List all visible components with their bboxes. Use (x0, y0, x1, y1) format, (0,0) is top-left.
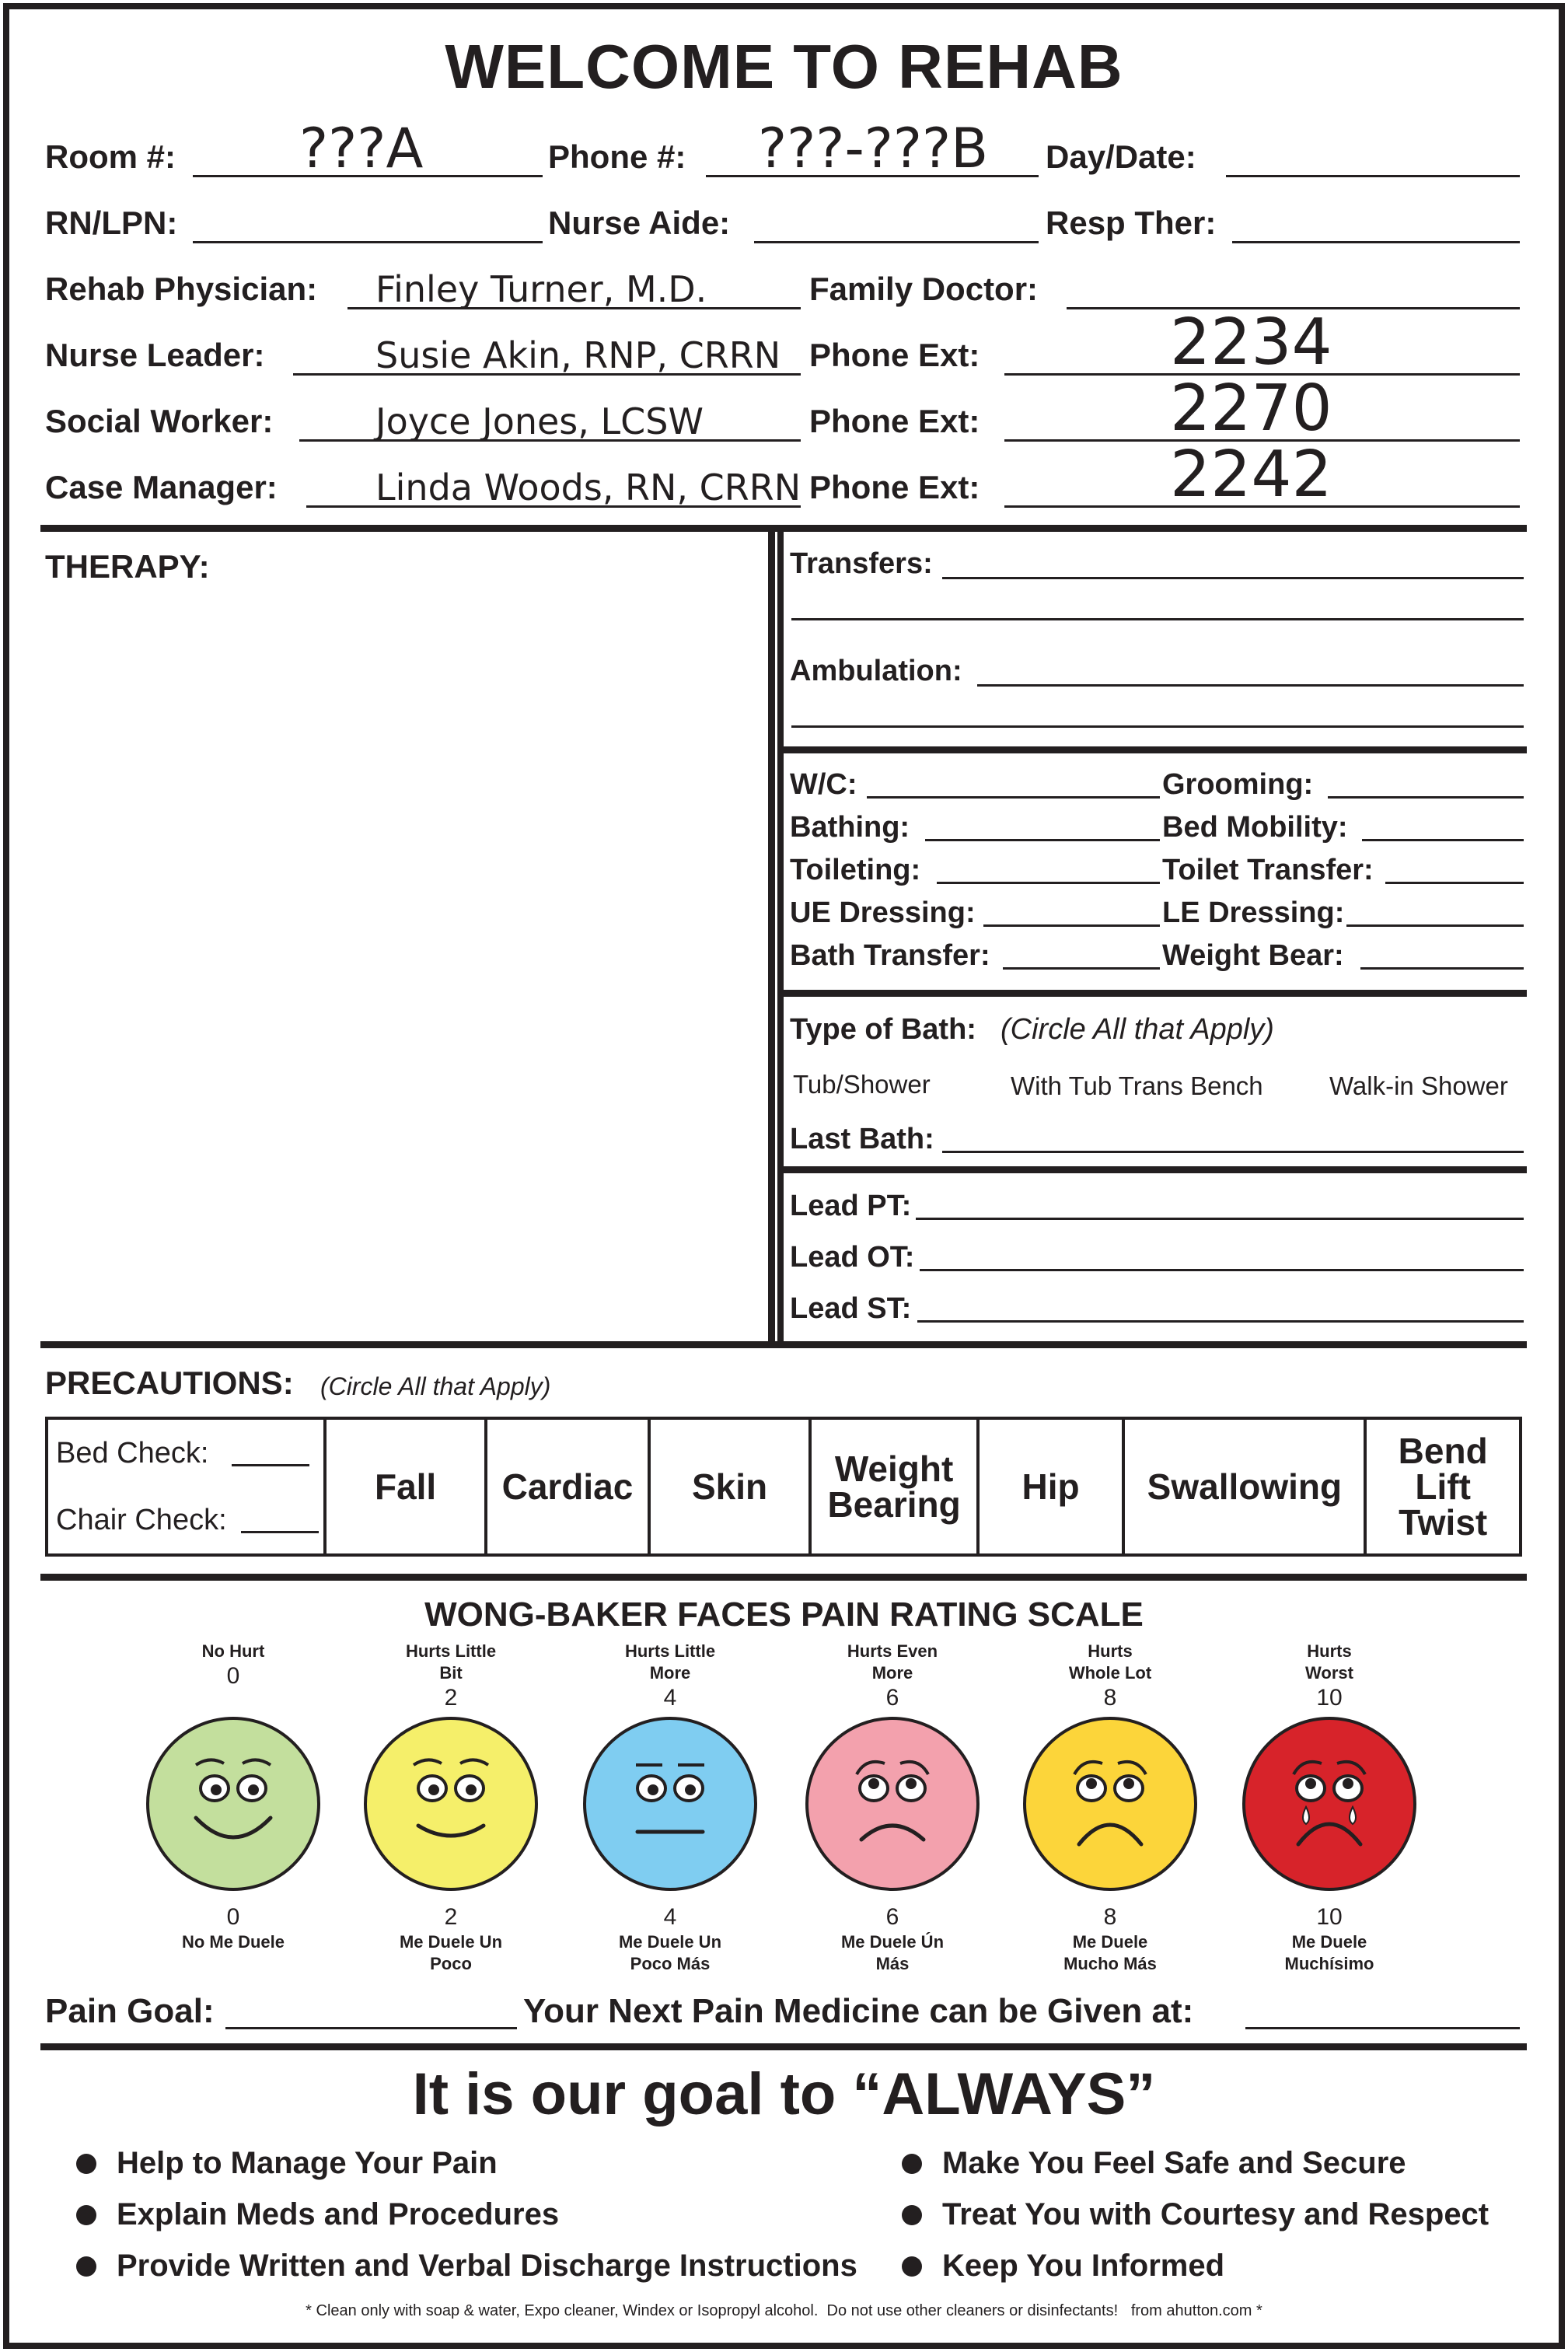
face-bottom-label: Me Duele Mucho Más (1063, 1932, 1157, 1973)
room-value: ???A (299, 117, 424, 180)
last-bath-label: Last Bath: (790, 1123, 934, 1155)
face-pupil (685, 1784, 696, 1795)
face-top-group (791, 1641, 994, 1712)
phone-ext-value-3: 2242 (1170, 438, 1332, 512)
goal-right-3 (902, 2249, 1224, 2284)
divider-pain (40, 1574, 1527, 1581)
therapy-divider-vertical (768, 532, 775, 1348)
face-number-bottom: 8 (1103, 1904, 1117, 1930)
goal-right-2 (902, 2197, 1489, 2232)
lead-st-line[interactable] (917, 1320, 1524, 1323)
precaution-cardiac[interactable]: Cardiac (486, 1418, 648, 1555)
precaution-weight-bearing[interactable]: Weight Bearing (810, 1418, 977, 1555)
adl-bathing-label: Bathing: (790, 811, 910, 844)
face-bottom-label: No Me Duele (181, 1932, 285, 1952)
page-title: WELCOME TO REHAB (445, 32, 1123, 101)
face-top-group (132, 1641, 334, 1690)
next-med-label: Your Next Pain Medicine can be Given at: (523, 1992, 1194, 2030)
face-8-icon[interactable] (1017, 1711, 1203, 1897)
face-bottom-label: Me Duele Un Poco Más (618, 1932, 722, 1973)
face-2-icon[interactable] (358, 1711, 544, 1897)
face-pupil (1305, 1778, 1316, 1789)
face-pupil (906, 1778, 917, 1789)
face-number-bottom: 4 (663, 1904, 677, 1930)
face-number-top: 10 (1316, 1685, 1343, 1711)
face-number-top: 6 (885, 1685, 899, 1711)
bed-check-label: Bed Check: (56, 1437, 209, 1470)
face-bottom-label: Me Duele Un Poco (399, 1932, 503, 1973)
social-worker-label: Social Worker: (45, 403, 274, 439)
face-bottom-group (791, 1903, 994, 1975)
last-bath-line[interactable] (942, 1151, 1524, 1153)
goal-left-1-text: Help to Manage Your Pain (117, 2146, 498, 2180)
nurse-leader-value: Susie Akin, RNP, CRRN (375, 334, 781, 376)
footer-note: * Clean only with soap & water, Expo cleaner, Windex or Isopropyl alcohol. Do not use other cleaners or disinfectants! from ahutton.com * (306, 2302, 1262, 2319)
face-number-bottom: 6 (885, 1904, 899, 1930)
face-bottom-group (132, 1903, 334, 1953)
resp-ther-label: Resp Ther: (1046, 204, 1217, 241)
adl-toileting-label: Toileting: (790, 854, 921, 886)
bullet-icon (902, 2154, 922, 2174)
bullet-icon (76, 2205, 96, 2225)
goals-title: It is our goal to “ALWAYS” (412, 2061, 1156, 2127)
face-pupil (211, 1784, 222, 1795)
ambulation-label: Ambulation: (790, 655, 962, 687)
precautions-label: PRECAUTIONS: (45, 1365, 294, 1401)
face-circle (148, 1718, 319, 1889)
transfers-line[interactable] (942, 577, 1524, 579)
face-circle (1025, 1718, 1196, 1889)
adl-ue-dressing-line[interactable] (983, 924, 1160, 927)
bullet-icon (902, 2256, 922, 2277)
chair-check-row[interactable] (48, 1487, 323, 1553)
adl-bed-mobility-line[interactable] (1362, 839, 1524, 841)
phone-ext-label-2: Phone Ext: (809, 403, 980, 439)
face-6-icon[interactable] (799, 1711, 986, 1897)
bullet-icon (76, 2256, 96, 2277)
face-number-bottom: 10 (1316, 1904, 1343, 1930)
daydate-label: Day/Date: (1046, 138, 1196, 175)
goal-left-3-text: Provide Written and Verbal Discharge Instructions (117, 2249, 857, 2283)
precautions-table (45, 1417, 1522, 1557)
face-top-label: Hurts Little Bit (405, 1641, 497, 1683)
face-pupil (1123, 1778, 1134, 1789)
adl-grooming-line[interactable] (1328, 796, 1524, 799)
lead-pt-label: Lead PT: (790, 1190, 912, 1222)
goal-left-2-text: Explain Meds and Procedures (117, 2197, 560, 2231)
face-top-label: Hurts Even More (847, 1641, 938, 1683)
ambulation-line-2[interactable] (791, 725, 1524, 728)
divider-leads (777, 1166, 1527, 1173)
face-bottom-group (569, 1903, 771, 1975)
bullet-icon (76, 2154, 96, 2174)
chair-check-line[interactable] (241, 1531, 319, 1533)
face-top-label: Hurts Whole Lot (1068, 1641, 1152, 1683)
face-pupil (248, 1784, 259, 1795)
face-pupil (868, 1778, 879, 1789)
adl-bed-mobility-label: Bed Mobility: (1162, 811, 1348, 844)
precaution-checks-cell (47, 1418, 325, 1555)
adl-bathing-line[interactable] (925, 839, 1160, 841)
goal-left-2 (76, 2197, 559, 2232)
bullet-icon (902, 2205, 922, 2225)
precaution-fall[interactable]: Fall (325, 1418, 486, 1555)
face-circle (1244, 1718, 1415, 1889)
adl-ue-dressing-label: UE Dressing: (790, 896, 976, 929)
adl-weight-bear-line[interactable] (1360, 967, 1524, 970)
adl-wc-line[interactable] (867, 796, 1160, 799)
resp-ther-line[interactable] (1232, 241, 1520, 243)
lead-pt-line[interactable] (916, 1218, 1524, 1220)
goal-right-2-text: Treat You with Courtesy and Respect (942, 2197, 1489, 2231)
face-4-icon[interactable] (577, 1711, 763, 1897)
goal-left-1 (76, 2146, 498, 2181)
rehab-physician-label: Rehab Physician: (45, 271, 318, 307)
face-top-group (1009, 1641, 1211, 1712)
transfers-line-2[interactable] (791, 618, 1524, 620)
precaution-hip[interactable]: Hip (978, 1418, 1124, 1555)
phone-ext-label-3: Phone Ext: (809, 469, 980, 505)
precaution-skin[interactable]: Skin (649, 1418, 811, 1555)
face-pupil (648, 1784, 658, 1795)
divider-adl (777, 746, 1527, 753)
adl-toileting-line[interactable] (937, 882, 1160, 884)
type-of-bath-label: Type of Bath: (790, 1013, 976, 1046)
pain-scale-title: WONG-BAKER FACES PAIN RATING SCALE (424, 1595, 1144, 1634)
adl-weight-bear-label: Weight Bear: (1162, 939, 1344, 972)
transfers-label: Transfers: (790, 547, 933, 580)
lead-st-label: Lead ST: (790, 1292, 912, 1325)
family-doctor-label: Family Doctor: (809, 271, 1039, 307)
bed-check-line[interactable] (232, 1464, 309, 1466)
adl-grooming-label: Grooming: (1162, 768, 1314, 801)
pain-goal-label: Pain Goal: (45, 1992, 215, 2030)
face-bottom-group (1009, 1903, 1211, 1975)
adl-bath-transfer-line[interactable] (1003, 967, 1160, 970)
face-number-top: 2 (444, 1685, 458, 1711)
precaution-swallowing[interactable]: Swallowing (1123, 1418, 1365, 1555)
daydate-line[interactable] (1226, 175, 1520, 177)
goal-left-3 (76, 2249, 857, 2284)
face-circle (585, 1718, 756, 1889)
precautions-note: (Circle All that Apply) (320, 1372, 551, 1400)
lead-ot-line[interactable] (920, 1269, 1524, 1271)
adl-bath-transfer-label: Bath Transfer: (790, 939, 990, 972)
face-top-group (569, 1641, 771, 1712)
goal-right-1 (902, 2146, 1406, 2181)
divider-precautions (40, 1341, 1527, 1348)
face-circle (807, 1718, 978, 1889)
face-pupil (428, 1784, 439, 1795)
face-number-top: 4 (663, 1685, 677, 1711)
ambulation-line[interactable] (977, 684, 1524, 687)
phone-label: Phone #: (548, 138, 686, 175)
bath-option-walk-in[interactable]: Walk-in Shower (1329, 1071, 1508, 1100)
nurse-aide-line[interactable] (754, 241, 1039, 243)
pain-goal-line[interactable] (225, 2027, 517, 2029)
adl-toilet-transfer-label: Toilet Transfer: (1162, 854, 1374, 886)
case-manager-label: Case Manager: (45, 469, 278, 505)
bed-check-row[interactable] (48, 1420, 323, 1487)
face-top-label: Hurts Worst (1305, 1641, 1353, 1683)
bath-option-tub-bench[interactable]: With Tub Trans Bench (1011, 1071, 1263, 1100)
face-pupil (466, 1784, 477, 1795)
face-number-bottom: 2 (444, 1904, 458, 1930)
room-label: Room #: (45, 138, 176, 175)
type-of-bath-note: (Circle All that Apply) (1001, 1013, 1274, 1046)
face-bottom-label: Me Duele Muchísimo (1284, 1932, 1374, 1973)
face-top-label: No Hurt (201, 1641, 265, 1661)
adl-le-dressing-label: LE Dressing: (1162, 896, 1345, 929)
rnlpn-line[interactable] (193, 241, 543, 243)
face-circle (365, 1718, 536, 1889)
bath-option-tub-shower[interactable]: Tub/Shower (793, 1070, 931, 1099)
nurse-aide-label: Nurse Aide: (548, 204, 731, 241)
precaution-bend-lift-twist[interactable]: Bend Lift Twist (1365, 1418, 1521, 1555)
face-number-top: 0 (226, 1663, 240, 1689)
phone-ext-label-1: Phone Ext: (809, 337, 980, 373)
face-bottom-group (1228, 1903, 1430, 1975)
face-bottom-label: Me Duele Ún Más (840, 1932, 945, 1973)
face-pupil (1086, 1778, 1097, 1789)
face-10-icon[interactable] (1236, 1711, 1423, 1897)
divider-goals (40, 2043, 1527, 2050)
next-med-line[interactable] (1245, 2027, 1520, 2029)
phone-ext-value-2: 2270 (1170, 372, 1332, 446)
phone-ext-value-1: 2234 (1170, 306, 1332, 379)
divider-bath (777, 990, 1527, 997)
face-pupil (1343, 1778, 1353, 1789)
social-worker-value: Joyce Jones, LCSW (375, 400, 704, 442)
rehab-physician-value: Finley Turner, M.D. (375, 268, 707, 310)
face-0-icon[interactable] (140, 1711, 327, 1897)
face-number-bottom: 0 (226, 1904, 240, 1930)
chair-check-label: Chair Check: (56, 1504, 227, 1536)
adl-toilet-transfer-line[interactable] (1385, 882, 1524, 884)
face-top-label: Hurts Little More (624, 1641, 716, 1683)
nurse-leader-label: Nurse Leader: (45, 337, 265, 373)
therapy-divider-vertical-2 (777, 532, 784, 1348)
face-bottom-group (350, 1903, 552, 1975)
face-number-top: 8 (1103, 1685, 1117, 1711)
goal-right-3-text: Keep You Informed (942, 2249, 1225, 2283)
phone-value: ???-???B (758, 117, 989, 180)
case-manager-value: Linda Woods, RN, CRRN (375, 467, 801, 508)
lead-ot-label: Lead OT: (790, 1241, 915, 1274)
rnlpn-label: RN/LPN: (45, 204, 178, 241)
adl-le-dressing-line[interactable] (1346, 924, 1524, 927)
face-top-group (350, 1641, 552, 1712)
face-top-group (1228, 1641, 1430, 1712)
divider-top (40, 525, 1527, 532)
adl-wc-label: W/C: (790, 768, 857, 801)
goal-right-1-text: Make You Feel Safe and Secure (942, 2146, 1406, 2180)
therapy-label: THERAPY: (45, 548, 210, 585)
